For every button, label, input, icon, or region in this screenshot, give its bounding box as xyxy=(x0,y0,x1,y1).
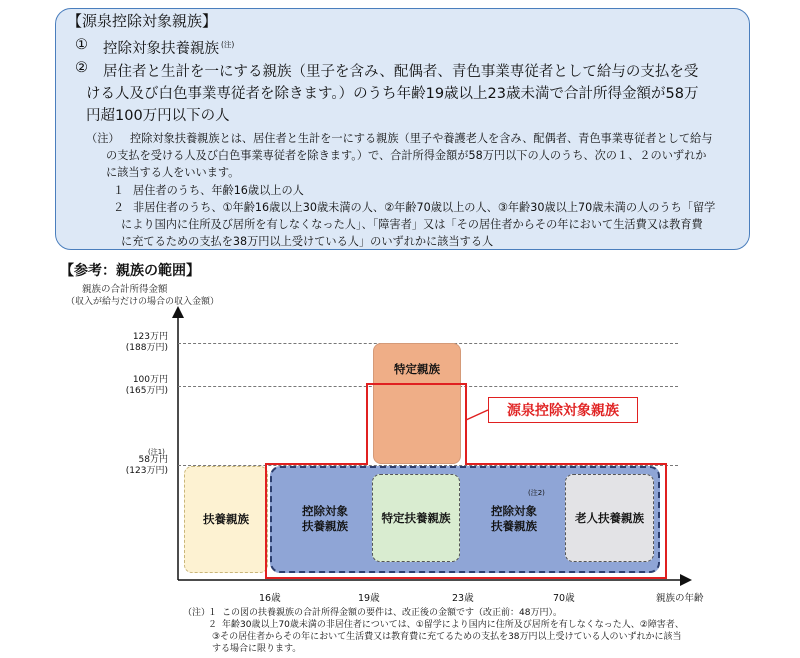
block-tokutei-fuyou: 特定扶養親族 xyxy=(372,474,460,562)
y-axis-label: 親族の合計所得金額 xyxy=(82,284,168,295)
sub2-line2: により国内に住所及び居所を有しなくなった人」、「障害者」又は「その居住者からその年において生活費又は教育費 xyxy=(121,218,703,231)
callout-gensen-koujo: 源泉控除対象親族 xyxy=(488,397,638,423)
tick-58-note: (注1) xyxy=(148,448,165,456)
x-tick-23: 23歳 xyxy=(452,593,474,604)
tick-123: 123万円 (188万円) xyxy=(125,332,168,353)
note-line3: に該当する人をいいます。 xyxy=(106,166,240,179)
item2-line3: 円超100万円以下の人 xyxy=(86,108,230,124)
item2-line2: ける人及び白色事業専従者を除きます。）のうち年齢19歳以上23歳未満で合計所得金額が58万 xyxy=(86,86,699,102)
item2-marker: ② xyxy=(75,60,88,76)
x-tick-16: 16歳 xyxy=(259,593,281,604)
item1-note-sup: (注) xyxy=(221,40,235,49)
footnote-2-num: ２ xyxy=(208,620,218,630)
footnote-2-line3: する場合に限ります。 xyxy=(212,644,302,654)
sub2-line3: に充てるための支払を38万円以上受けている人」のいずれかに該当する人 xyxy=(121,235,494,248)
item2-line1: 居住者と生計を一にする親族（里子を含み、配偶者、青色事業専従者として給与の支払を受 xyxy=(103,64,699,80)
block-tokutei: 特定親族 xyxy=(373,343,461,464)
sub2-line1: 非居住者のうち、①年齢16歳以上30歳未満の人、②年齢70歳以上の人、③年齢30歳以上70歳未満の人のうち「留学 xyxy=(133,201,716,214)
tick-58: 58万円 (123万円) xyxy=(125,455,168,476)
note-line2: の支払を受ける人及び白色事業専従者を除きます。）で、合計所得金額が58万円以下の人のうち、次の１、２のいずれか xyxy=(106,149,707,162)
block-koujo-left: 控除対象 扶養親族 xyxy=(302,504,348,533)
block-koujo-right: 控除対象 扶養親族 xyxy=(491,504,537,533)
footnote-1-text: この図の扶養親族の合計所得金額の要件は、改正後の金額です（改正前：48万円）。 xyxy=(222,608,562,618)
sub1-marker: １ xyxy=(113,184,125,197)
footnote-marker: （注） xyxy=(183,608,211,618)
note-marker: （注） xyxy=(86,132,120,145)
item1-marker: ① xyxy=(75,37,88,53)
info-heading: 【源泉控除対象親族】 xyxy=(67,12,218,30)
tick-100: 100万円 (165万円) xyxy=(125,375,168,396)
y-axis-sublabel: （収入が給与だけの場合の収入金額） xyxy=(66,297,220,307)
block-roujin: 老人扶養親族 xyxy=(565,474,654,562)
sub2-marker: ２ xyxy=(113,201,125,214)
footnote-2-line2: ③その居住者からその年において生活費又は教育費に充てるための支払を38万円以上受けている人のいずれかに該当 xyxy=(212,632,682,642)
sub1-text: 居住者のうち、年齢16歳以上の人 xyxy=(133,184,304,197)
koujo2-note: (注2) xyxy=(528,489,545,497)
block-fuyou: 扶養親族 xyxy=(184,466,268,573)
footnote-2-line1: 年齢30歳以上70歳未満の非居住者については、①留学により国内に住所及び居所を有しなくなった人、②障害者、 xyxy=(222,620,684,630)
note-line1: 控除対象扶養親族とは、居住者と生計を一にする親族（里子や養護老人を含み、配偶者、青色事業専従者として給与 xyxy=(130,132,713,145)
item1-text: 控除対象扶養親族 $^{(注)}$ xyxy=(103,40,235,57)
x-axis-label: 親族の年齢 xyxy=(656,593,704,604)
x-tick-70: 70歳 xyxy=(553,593,575,604)
x-tick-19: 19歳 xyxy=(358,593,380,604)
footnote-1-num: １ xyxy=(208,608,218,618)
reference-title: 【参考：親族の範囲】 xyxy=(60,263,200,279)
